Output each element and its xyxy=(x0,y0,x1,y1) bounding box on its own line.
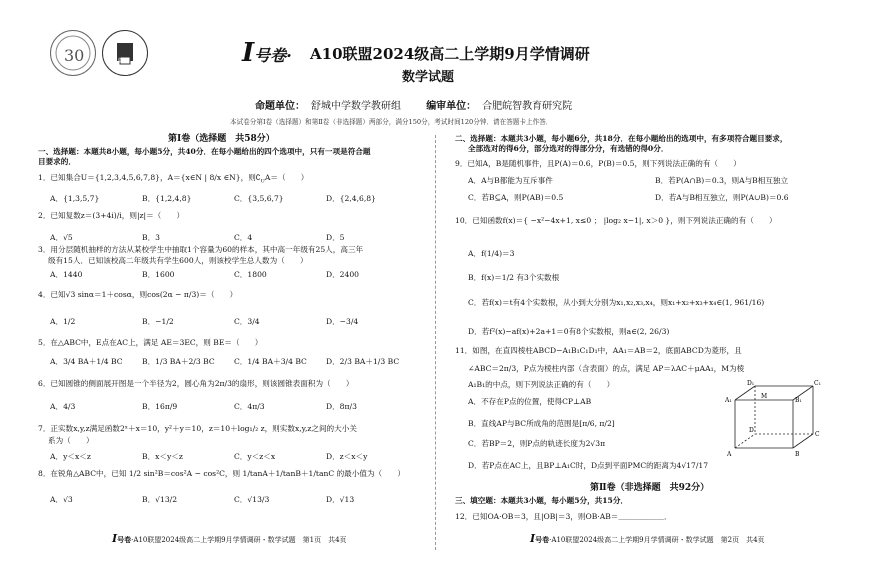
q11-option-d: D．若P点在AC上，且BP⊥A₁C时，D点到平面PMC的距离为4√17/17 xyxy=(468,461,709,470)
q1-end: A＝（ ） xyxy=(264,173,309,182)
q10-option-c: C．若f(x)＝t有4个实数根，从小到大分别为x₁,x₂,x₃,x₄，则x₁+x₂+x₃+x₄∈(1, 961/16) xyxy=(468,298,765,307)
q9-option-b: B．若P(A∩B)＝0.3，则A与B相互独立 xyxy=(655,176,789,185)
q1-option-b: B．{1,2,4,8} xyxy=(142,194,192,203)
exam-note: 本试卷分第Ⅰ卷（选择题）和第Ⅱ卷（非选择题）两部分，满分150分，考试时间120分钟．请在答题卡上作答． xyxy=(230,118,553,126)
question-8: 8．在锐角△ABC中，已知 1/2 sin²B＝cos²A − cos²C，则 1/tanA＋1/tanB＋1/tanC 的最小值为（ ） xyxy=(38,469,405,478)
q10-option-d: D．若f²(x)−af(x)+2a+1＝0有8个实数根，则a∈(2, 26/3) xyxy=(468,327,670,336)
q8-option-c: C．√13/3 xyxy=(234,495,270,504)
q1-option-c: C．{3,5,6,7} xyxy=(234,194,284,203)
section1-heading: 一、选择题：本题共8小题，每小题5分，共40分．在每小题给出的四个选项中，只有一项是符合题 xyxy=(38,147,371,156)
unit-line xyxy=(255,97,572,112)
q6-option-d: D．8π/3 xyxy=(326,402,357,411)
brand-mark: I号卷· xyxy=(242,38,292,68)
q3-option-c: C．1800 xyxy=(234,270,267,279)
question-5: 5．在△ABC中，E点在AC上，满足 AE＝3EC，则 BE＝（ ） xyxy=(38,338,263,347)
q9-option-c: C．若B⊆A，则P(AB)＝0.5 xyxy=(468,193,564,202)
svg-text:30: 30 xyxy=(64,46,85,65)
brand-name: 号卷 xyxy=(254,46,287,65)
q6-option-b: B．16π/9 xyxy=(142,402,178,411)
q6-option-a: A．4/3 xyxy=(50,402,76,411)
q5-option-a: A．3/4 BA＋1/4 BC xyxy=(50,357,123,366)
label-D1: D₁ xyxy=(747,380,755,387)
section2-heading-cont: 全部选对的得6分，部分选对的得部分分，有选错的得0分． xyxy=(468,144,669,153)
part1-title: 第Ⅰ卷（选择题 共58分） xyxy=(168,134,275,144)
q5-option-c: C．1/4 BA＋3/4 BC xyxy=(234,357,307,366)
q8-option-d: D．√13 xyxy=(326,495,355,504)
question-6: 6．已知圆锥的侧面展开图是一个半径为2，圆心角为2π/3的扇形，则该圆锥表面积为（ ） xyxy=(38,379,354,388)
q1-option-d: D．{2,4,6,8} xyxy=(326,194,376,203)
q11-option-a: A．不存在P点的位置，使得CP⊥AB xyxy=(468,397,592,406)
label-A: A xyxy=(727,451,732,458)
prism-figure xyxy=(725,378,825,458)
q4-option-c: C．3/4 xyxy=(234,317,260,326)
section3-heading: 三、填空题：本题共3小题，每小题5分，共15分． xyxy=(455,496,629,505)
q9-option-a: A．A与B都能为互斥事件 xyxy=(468,176,553,185)
question-4: 4．已知√3 sinα＝1＋cosα，则cos(2α − π/3)＝（ ） xyxy=(38,290,238,299)
question-11-cont1: ∠ABC＝2π/3，P点为棱柱内部（含表面）的点，满足 AP＝λAC＋μAA₁，M为棱 xyxy=(468,364,745,373)
page-title: A10联盟2024级高二上学期9月学情调研 xyxy=(310,45,590,63)
review-label: 编审单位： xyxy=(426,101,477,112)
q4-option-d: D．−3/4 xyxy=(326,317,359,326)
column-divider xyxy=(435,135,436,550)
q11-option-b: B．直线AP与BC所成角的范围是[π/6, π/2] xyxy=(468,419,615,428)
q3-option-d: D．2400 xyxy=(326,270,360,279)
q4-option-b: B．−1/2 xyxy=(142,317,174,326)
q7-option-c: C．y＜z＜x xyxy=(234,452,276,461)
label-B1: B₁ xyxy=(795,397,802,404)
question-11: 11．如图，在直四棱柱ABCD−A₁B₁C₁D₁中，AA₁＝AB＝2，底面ABCD为菱形，且 xyxy=(455,346,742,355)
q7-option-a: A．y＜x＜z xyxy=(50,452,91,461)
q1-text: 1．已知集合U＝{1,2,3,4,5,6,7,8}，A＝{x∈N | 8/x ∈N}，则∁ xyxy=(38,173,261,182)
label-D: D xyxy=(749,427,754,434)
q2-option-b: B．3 xyxy=(142,233,161,242)
q8-option-a: A．√3 xyxy=(50,495,73,504)
q6-option-c: C．4π/3 xyxy=(234,402,265,411)
question-1: 1．已知集合U＝{1,2,3,4,5,6,7,8}，A＝{x∈N | 8/x ∈N}，则$∁_UA=$（ ） xyxy=(38,173,309,185)
section1-heading-cont: 目要求的． xyxy=(38,157,76,166)
q2-option-a: A．√5 xyxy=(50,233,73,242)
label-M: M xyxy=(761,393,768,400)
q11-option-c: C．若BP＝2，则P点的轨迹长度为2√3π xyxy=(468,439,606,448)
label-B: B xyxy=(795,451,800,458)
q1-option-a: A．{1,3,5,7} xyxy=(50,194,100,203)
logo-text: 皖智 xyxy=(118,58,129,64)
question-12: 12．已知OA·OB＝3，且|OB|＝3，则OB·AB＝＿＿＿＿＿＿． xyxy=(455,512,672,521)
q10-option-b: B．f(x)＝1/2 有3个实数根 xyxy=(468,273,560,282)
question-3-cont: 级有15人．已知该校高二年级共有学生600人，则该校学生总人数为（ ） xyxy=(48,256,308,265)
footer-text-right: A10联盟2024级高二上学期9月学情调研・数学试题 第2页 共4页 xyxy=(551,536,765,544)
left-footer: I号卷·A10联盟2024级高二上学期9月学情调研・数学试题 第1页 共4页 xyxy=(112,532,347,545)
q2-option-d: D．5 xyxy=(326,233,345,242)
label-A1: A₁ xyxy=(725,397,732,404)
institute-logo xyxy=(102,30,148,76)
q4-option-a: A．1/2 xyxy=(50,317,76,326)
section2-heading: 二、选择题：本题共3小题，每小题6分，共18分．在每小题给出的选项中，有多项符合题目要求， xyxy=(455,134,788,143)
q10-option-a: A．f(1/4)＝3 xyxy=(468,249,515,258)
building-icon xyxy=(103,31,147,75)
page-subtitle: 数学试题 xyxy=(402,70,455,85)
question-7: 7．正实数x,y,z满足函数2ˣ＋x＝10，y²＋y＝10，z＝10＋log₁/₂ z，则实数x,y,z之间的大小关 xyxy=(38,424,357,433)
q5-option-d: D．2/3 BA＋1/3 BC xyxy=(326,357,400,366)
q5-option-b: B．1/3 BA＋2/3 BC xyxy=(142,357,215,366)
unit-label: 命题单位： xyxy=(255,101,305,112)
footer-brand-right: 号卷 xyxy=(535,535,550,544)
question-3: 3．用分层随机抽样的方法从某校学生中抽取1个容量为60的样本，其中高一年级有25人，高三年 xyxy=(38,245,364,254)
review-value: 合肥皖智教育研究院 xyxy=(482,101,573,112)
q8-option-b: B．√13/2 xyxy=(142,495,178,504)
footer-brand: 号卷 xyxy=(117,535,132,544)
question-2: 2．已知复数z＝(3+4i)/i，则|z|＝（ ） xyxy=(38,211,185,220)
q2-option-c: C．4 xyxy=(234,233,253,242)
footer-text-left: A10联盟2024级高二上学期9月学情调研・数学试题 第1页 共4页 xyxy=(133,536,347,544)
label-C: C xyxy=(815,431,820,438)
school-seal-logo xyxy=(50,30,96,76)
question-9: 9．已知A，B是随机事件，且P(A)＝0.6，P(B)＝0.5，则下列说法正确的有（ ） xyxy=(455,159,741,168)
seal-icon xyxy=(51,31,95,75)
q3-option-b: B．1600 xyxy=(142,270,175,279)
question-7-cont: 系为（ ） xyxy=(48,436,94,445)
q7-option-b: B．x＜y＜z xyxy=(142,452,183,461)
right-footer: I号卷·A10联盟2024级高二上学期9月学情调研・数学试题 第2页 共4页 xyxy=(530,532,765,545)
q9-option-d: D．若A与B相互独立，则P(A∪B)＝0.6 xyxy=(655,193,789,202)
label-C1: C₁ xyxy=(814,380,821,387)
q3-option-a: A．1440 xyxy=(50,270,83,279)
question-10: 10．已知函数f(x)＝{ −x²−4x+1, x≤0 ； |log₂ x−1|, x＞0 }，则下列说法正确的有（ ） xyxy=(455,216,777,225)
q7-option-d: D．z＜x＜y xyxy=(326,452,368,461)
question-11-cont2: A₁B₁的中点，则下列说法正确的有（ ） xyxy=(468,380,615,389)
unit-value: 舒城中学数学教研组 xyxy=(311,101,401,112)
part2-title: 第Ⅱ卷（非选择题 共92分） xyxy=(590,483,710,493)
